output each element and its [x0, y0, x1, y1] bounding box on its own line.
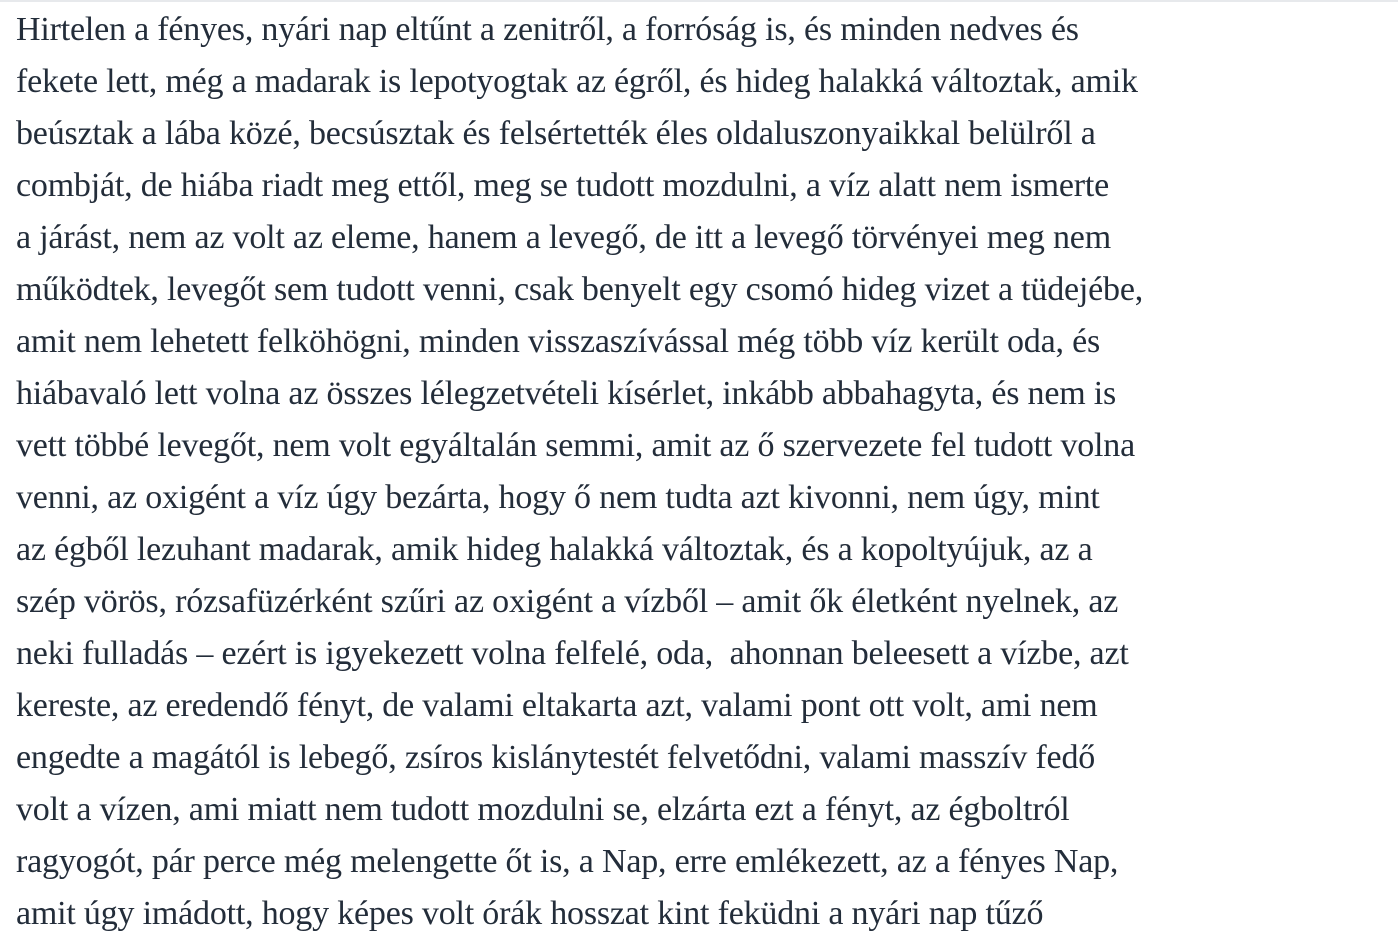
- text-line: kereste, az eredendő fényt, de valami eltakarta azt, valami pont ott volt, ami nem: [16, 687, 1098, 724]
- text-line: neki fulladás – ezért is igyekezett volna felfelé, oda, ahonnan beleesett a vízbe, azt: [16, 635, 1129, 672]
- text-line: működtek, levegőt sem tudott venni, csak benyelt egy csomó hideg vizet a tüdejébe,: [16, 271, 1144, 308]
- text-line: vett többé levegőt, nem volt egyáltalán semmi, amit az ő szervezete fel tudott volna: [16, 427, 1135, 464]
- text-line: hiábavaló lett volna az összes lélegzetvételi kísérlet, inkább abbahagyta, és nem is: [16, 375, 1117, 412]
- text-line: az égből lezuhant madarak, amik hideg halakká változtak, és a kopoltyújuk, az a: [16, 531, 1093, 568]
- text-line: ragyogót, pár perce még melengette őt is, a Nap, erre emlékezett, az a fényes Nap,: [16, 843, 1119, 880]
- text-line: fekete lett, még a madarak is lepotyogtak az égről, és hideg halakká változtak, amik: [16, 63, 1138, 100]
- text-line: amit úgy imádott, hogy képes volt órák hosszat kint feküdni a nyári nap tűző: [16, 895, 1044, 932]
- text-line: szép vörös, rózsafüzérként szűri az oxigént a vízből – amit ők életként nyelnek, az: [16, 583, 1119, 620]
- text-line: combját, de hiába riadt meg ettől, meg se tudott mozdulni, a víz alatt nem ismerte: [16, 167, 1109, 204]
- text-line: amit nem lehetett felköhögni, minden visszaszívással még több víz került oda, és: [16, 323, 1101, 360]
- text-line: engedte a magától is lebegő, zsíros kislánytestét felvetődni, valami masszív fedő: [16, 739, 1096, 776]
- text-line: volt a vízen, ami miatt nem tudott mozdulni se, elzárta ezt a fényt, az égboltról: [16, 791, 1070, 828]
- text-line: Hirtelen a fényes, nyári nap eltűnt a zenitről, a forróság is, és minden nedves és: [16, 11, 1079, 48]
- text-line: a járást, nem az volt az eleme, hanem a levegő, de itt a levegő törvényei meg nem: [16, 219, 1111, 256]
- text-line: venni, az oxigént a víz úgy bezárta, hogy ő nem tudta azt kivonni, nem úgy, mint: [16, 479, 1100, 516]
- text-line: beúsztak a lába közé, becsúsztak és felsértették éles oldaluszonyaikkal belülről a: [16, 115, 1096, 152]
